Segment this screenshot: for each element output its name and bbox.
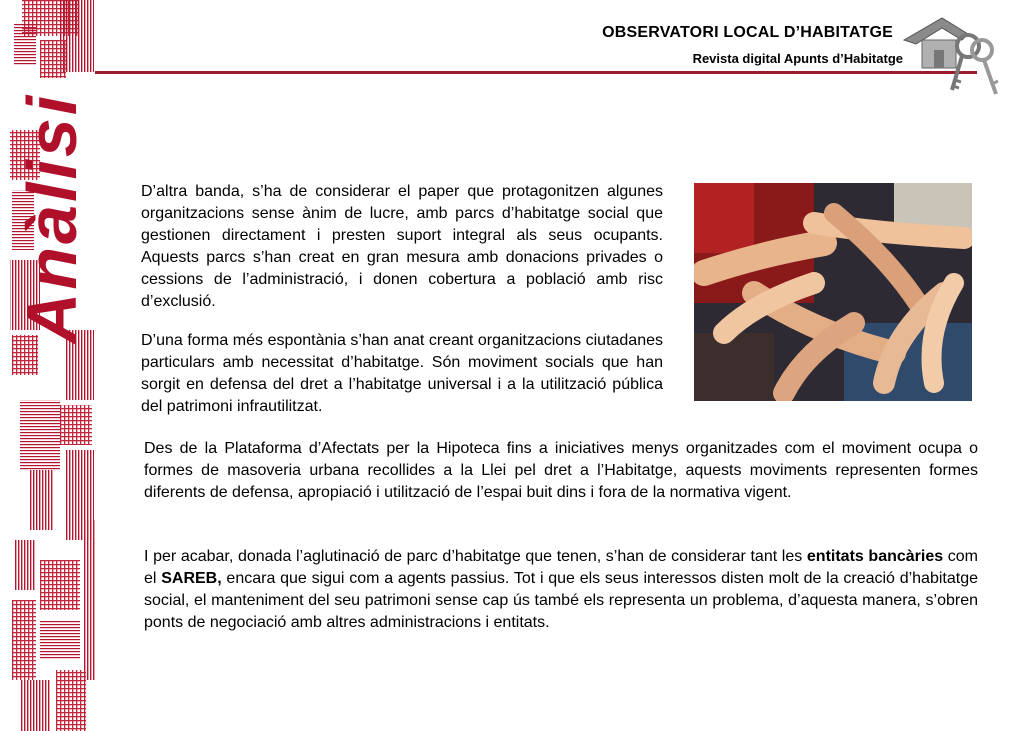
header-divider	[95, 71, 977, 74]
p4-bold-banks: entitats bancàries	[806, 548, 944, 565]
publication-subtitle: Revista digital Apunts d’Habitatge	[692, 51, 903, 66]
p4-text-1: I per acabar, donada l’aglutinació de parc d’habitatge que tenen, s’han de considerar tant les	[144, 548, 807, 565]
section-title: Anàlisi	[13, 92, 91, 344]
paragraph-social-movements: Des de la Plataforma d’Afectats per la Hipoteca fins a iniciatives menys organitzades com el moviment ocupa o formes de masoveria urbana recollides a la Llei pel dret a l’Habitatge, aquests moviments representen formes diferents de defensa, apropiació i utilització de l’espai buit dins i fora de la normativa vigent.	[144, 440, 978, 501]
publisher-title: OBSERVATORI LOCAL D’HABITATGE	[602, 24, 893, 41]
linked-arms-photo	[694, 183, 972, 401]
linked-arms-illustration	[694, 183, 972, 401]
paragraph-citizen-organizations: D’una forma més espontània s’han anat creant organitzacions ciutadanes particulars amb necessitat d’habitatge. Són moviment socials que han sorgit en defensa del dret a l’habitatge universal i a la utilització pública del patrimoni infrautilitzat.	[141, 332, 663, 415]
p4-text-2: com el	[144, 548, 979, 587]
paragraph-banking-entities	[144, 546, 978, 634]
p4-text-3: encara que sigui com a agents passius. Tot i que els seus interessos disten molt de la creació d’habitatge social, el manteniment del seu patrimoni sense cap ús també els representa un problema, d’aquesta manera, s’obren ponts de negociació amb altres administracions i entitats.	[144, 570, 978, 631]
house-keys-icon	[902, 10, 1002, 100]
p4-bold-sareb: SAREB,	[161, 570, 222, 587]
paragraph-nonprofit-organizations: D’altra banda, s’ha de considerar el paper que protagonitzen algunes organitzacions sense ànim de lucre, amb parcs d’habitatge social que gestionen directament i presten suport integral als seus ocupants. Aquests parcs s’han creat en gran mesura amb donacions privades o cessions de l’administració, i donen cobertura a població amb risc d’exclusió.	[141, 183, 663, 310]
